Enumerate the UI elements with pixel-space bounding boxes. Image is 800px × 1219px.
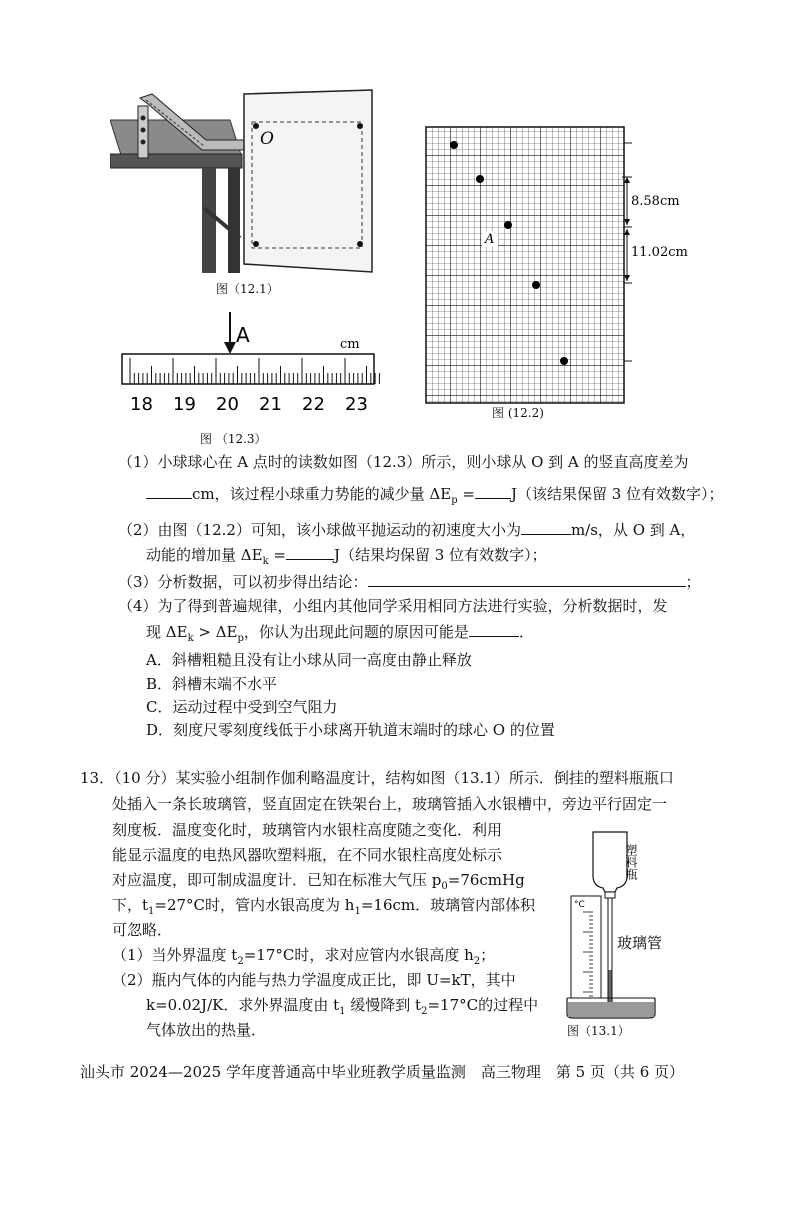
q12-part2-line2: 动能的增加量 $\Delta E_k = J$（结果均保留 3 位有效数字）； [146,546,547,567]
blank-velocity[interactable] [521,520,571,535]
tick-21: 21 [259,394,282,415]
figure-12-1-apparatus [110,88,380,278]
bottle-label: 塑料瓶 [624,844,638,880]
dim-11-02: 11.02cm [631,245,688,260]
option-b[interactable]: B．斜槽末端不水平 [146,675,278,693]
ruler-unit: cm [340,337,360,352]
q13-line1: 13．（10 分）某实验小组制作伽利略温度计，结构如图（13.1）所示．倒挂的塑料瓶瓶口 [80,769,674,787]
figure-12-2-grid [420,125,690,405]
option-d[interactable]: D．刻度尺零刻度线低于小球离开轨道末端时的球心 O 的位置 [146,721,555,739]
q13-line7: 可忽略． [112,921,173,939]
q13-part2-line1: （2）瓶内气体的内能与热力学温度成正比，即 U=kT，其中 [112,971,516,989]
q13-line6: 下，$t_1=27^\circ C$时，管内水银高度为 $h_1=16cm$．玻璃管内部体积 [112,896,536,917]
q13-part1: （1）当外界温度 $t_2=17^\circ C$时，求对应管内水银高度 $h_2$； [112,946,496,967]
q13-line5: 对应温度，即可制成温度计．已知在标准大气压 $p_0=76cmHg$ [112,871,525,892]
tick-18: 18 [130,394,153,415]
q12-part4-line2: 现 $\Delta E_k > \Delta E_p$，你认为出现此问题的原因可能是 ． [146,623,534,644]
blank-potential[interactable] [475,484,511,499]
blank-height[interactable] [146,484,192,499]
q12-part3: （3）分析数据，可以初步得出结论： ； [118,573,701,591]
blank-kinetic[interactable] [286,545,334,560]
figure-12-1-caption: 图（12.1） [216,282,279,296]
label-o: O [260,129,274,149]
q13-part2-line2: k=0.02J/K．求外界温度由 $t_1$ 缓慢降到 $t_2=17^\circ C$的过程中 [146,996,539,1017]
option-c[interactable]: C．运动过程中受到空气阻力 [146,698,338,716]
page-footer: 汕头市 2024—2025 学年度普通高中毕业班教学质量监测 高三物理 第 5 页（共 6 页） [80,1063,685,1081]
ruler-arrow-label: A [236,323,250,347]
q13-line3: 刻度板．温度变化时，玻璃管内水银柱高度随之变化．利用 [112,821,503,839]
figure-12-3-caption: 图 （12.3） [200,432,267,446]
q12-part4-line1: （4）为了得到普遍规律，小组内其他同学采用相同方法进行实验，分析数据时，发 [118,597,668,615]
blank-conclusion[interactable] [368,572,686,587]
q12-part1-line1: （1）小球球心在 A 点时的读数如图（12.3）所示，则小球从 O 到 A 的竖直高度差为 [118,453,689,471]
figure-12-3-ruler [118,312,380,420]
q13-line2: 处插入一条长玻璃管，竖直固定在铁架台上，玻璃管插入水银槽中，旁边平行固定一 [112,795,668,813]
tick-22: 22 [302,394,325,415]
blank-reason[interactable] [469,622,519,637]
scale-unit: °C [574,900,585,910]
figure-12-2-caption: 图 (12.2) [492,406,544,420]
q12-part1-line2: cm，该过程小球重力势能的减少量 $\Delta E_p = J$（该结果保留 3 位有效数字）； [146,484,724,511]
q13-part2-line3: 气体放出的热量． [146,1021,267,1039]
dim-8-58: 8.58cm [631,194,680,209]
tick-19: 19 [173,394,196,415]
option-a[interactable]: A．斜槽粗糙且没有让小球从同一高度由静止释放 [146,651,472,669]
figure-13-1-caption: 图（13.1） [567,1024,630,1038]
tick-23: 23 [345,394,368,415]
tick-20: 20 [216,394,239,415]
q13-line4: 能显示温度的电热风器吹塑料瓶，在不同水银柱高度处标示 [112,846,503,864]
tube-label: 玻璃管 [617,934,663,952]
q12-part2-line1: （2）由图（12.2）可知，该小球做平抛运动的初速度大小为 m/s，从 O 到 A， [118,521,696,539]
figure-13-1-thermometer [565,830,690,1020]
label-a: A [485,232,495,247]
